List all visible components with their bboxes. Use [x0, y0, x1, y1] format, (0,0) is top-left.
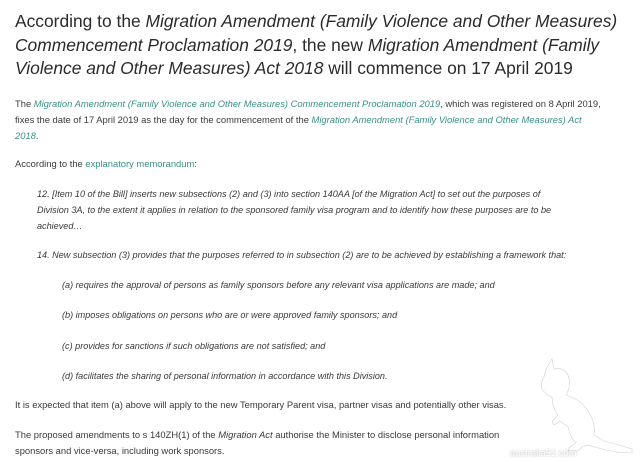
article-headline	[15, 10, 635, 81]
intro-text: .	[35, 130, 39, 141]
quote-item-b: (b) imposes obligations on persons who are or were approved family sponsors; and	[62, 310, 398, 320]
quote-line: 12. [Item 10 of the Bill] inserts new subsections (2) and (3) into section 140AA [of the Migration Act] to set out the purposes of	[37, 189, 541, 199]
headline-text: , the new	[292, 34, 368, 55]
headline-proclamation-title: Migration Amendment (Family Violence and Other Measures) Commencement Proclamation 2019	[15, 11, 618, 55]
headline-text: According to the	[15, 11, 146, 31]
proposed-text: sponsors and vice-versa, including work sponsors.	[15, 445, 225, 456]
intro-text: The	[15, 98, 34, 109]
headline-text: will commence on 17 April 2019	[323, 58, 573, 78]
explanatory-memorandum-link[interactable]: explanatory memorandum	[85, 158, 195, 169]
kangaroo-icon	[508, 355, 638, 460]
migration-act-title: Migration Act	[218, 429, 273, 440]
proposed-text: authorise the Minister to disclose personal information	[272, 429, 500, 440]
proposed-text: The proposed amendments to s 140ZH(1) of the	[15, 429, 219, 440]
act-link[interactable]: Migration Amendment (Family Violence and Other Measures) Act	[311, 114, 582, 125]
quote-item-14: 14. New subsection (3) provides that the purposes referred to in subsection (2) are to be achieved by establishing a framework that:	[37, 250, 567, 260]
quote-item-d: (d) facilitates the sharing of personal information in accordance with this Division.	[62, 371, 388, 381]
quote-item-12	[37, 186, 637, 234]
intro-text: , which was registered on 8 April 2019,	[440, 98, 601, 109]
headline-act-title: Migration Amendment (Family Violence and Other Measures) Act 2018	[15, 34, 600, 78]
quote-line: achieved…	[37, 221, 83, 231]
intro-paragraph	[15, 96, 635, 144]
proclamation-link[interactable]: Migration Amendment (Family Violence and Other Measures) Commencement Proclamation 2019	[33, 98, 441, 109]
quote-item-a: (a) requires the approval of persons as family sponsors before any relevant visa applications are made; and	[62, 280, 495, 290]
explanatory-text: :	[194, 158, 197, 169]
expected-paragraph: It is expected that item (a) above will apply to the new Temporary Parent visa, partner visas and potentially other visas.	[15, 399, 507, 410]
watermark-text: australia51.com	[510, 448, 577, 458]
explanatory-paragraph	[15, 156, 635, 172]
explanatory-text: According to the	[15, 158, 86, 169]
quote-item-c: (c) provides for sanctions if such obligations are not satisfied; and	[62, 341, 326, 351]
quote-line: Division 3A, to the extent it applies in relation to the sponsored family visa program and to identify how these purposes are to be	[37, 205, 552, 215]
act-link-year[interactable]: 2018	[15, 130, 36, 141]
intro-text: fixes the date of 17 April 2019 as the day for the commencement of the	[15, 114, 312, 125]
